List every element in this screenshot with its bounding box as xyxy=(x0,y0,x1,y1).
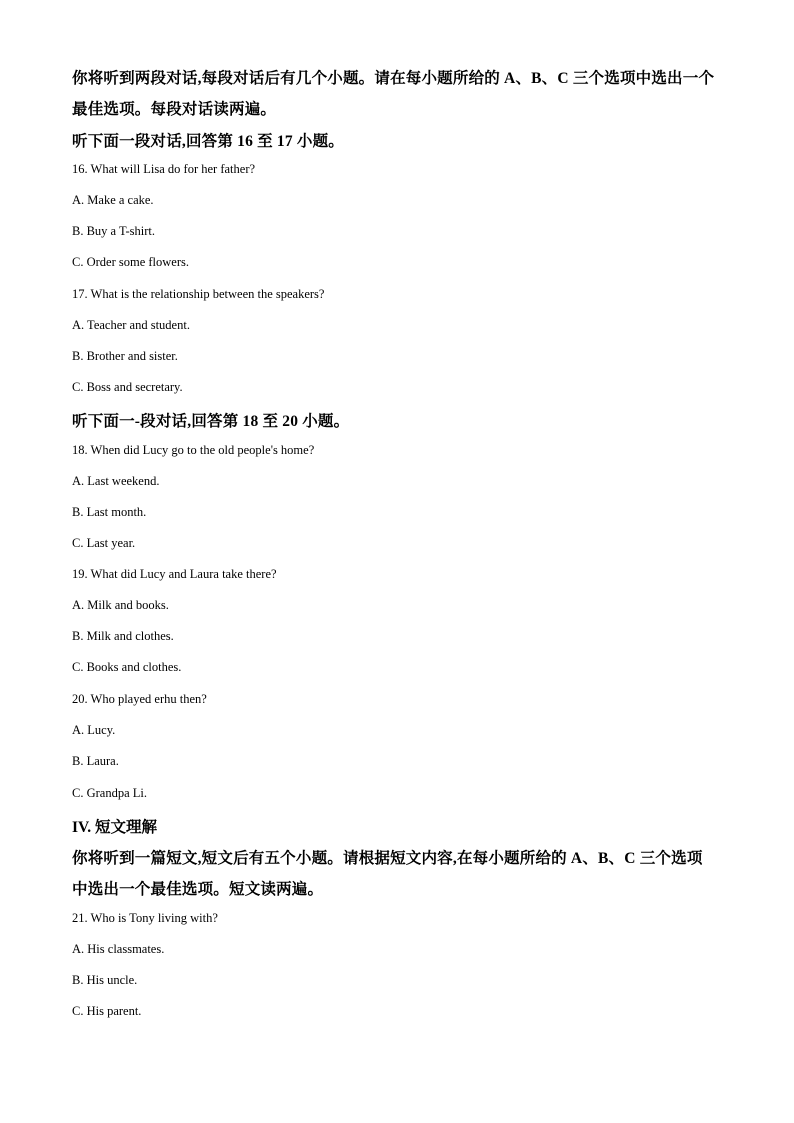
option-19a: A. Milk and books. xyxy=(72,598,169,612)
option-19c: C. Books and clothes. xyxy=(72,660,182,674)
option-21b: B. His uncle. xyxy=(72,973,138,987)
option-18b: B. Last month. xyxy=(72,505,147,519)
option-21a: A. His classmates. xyxy=(72,942,165,956)
option-16c: C. Order some flowers. xyxy=(72,255,189,269)
question-16: 16. What will Lisa do for her father? xyxy=(72,162,256,176)
question-18: 18. When did Lucy go to the old people's home? xyxy=(72,443,315,457)
option-17a: A. Teacher and student. xyxy=(72,318,190,332)
instruction-line-3: 你将听到一篇短文,短文后有五个小题。请根据短文内容,在每小题所给的 A、B、C 三个选项 xyxy=(72,850,703,867)
section-heading-18-20: 听下面一-段对话,回答第 18 至 20 小题。 xyxy=(72,413,350,430)
instruction-line-4: 中选出一个最佳选项。短文读两遍。 xyxy=(72,881,324,898)
option-18c: C. Last year. xyxy=(72,536,136,550)
question-19: 19. What did Lucy and Laura take there? xyxy=(72,567,277,581)
option-17b: B. Brother and sister. xyxy=(72,349,178,363)
instruction-line-1: 你将听到两段对话,每段对话后有几个小题。请在每小题所给的 A、B、C 三个选项中选出一个 xyxy=(72,70,715,87)
part-4-heading: IV. 短文理解 xyxy=(72,819,157,836)
option-16a: A. Make a cake. xyxy=(72,193,154,207)
question-20: 20. Who played erhu then? xyxy=(72,692,207,706)
option-17c: C. Boss and secretary. xyxy=(72,380,183,394)
option-21c: C. His parent. xyxy=(72,1004,142,1018)
option-18a: A. Last weekend. xyxy=(72,474,160,488)
question-21: 21. Who is Tony living with? xyxy=(72,911,218,925)
instruction-line-2: 最佳选项。每段对话读两遍。 xyxy=(72,101,277,118)
option-20b: B. Laura. xyxy=(72,754,119,768)
section-heading-16-17: 听下面一段对话,回答第 16 至 17 小题。 xyxy=(72,133,344,150)
option-20c: C. Grandpa Li. xyxy=(72,786,147,800)
question-17: 17. What is the relationship between the speakers? xyxy=(72,287,325,301)
option-20a: A. Lucy. xyxy=(72,723,116,737)
option-19b: B. Milk and clothes. xyxy=(72,629,174,643)
option-16b: B. Buy a T-shirt. xyxy=(72,224,155,238)
